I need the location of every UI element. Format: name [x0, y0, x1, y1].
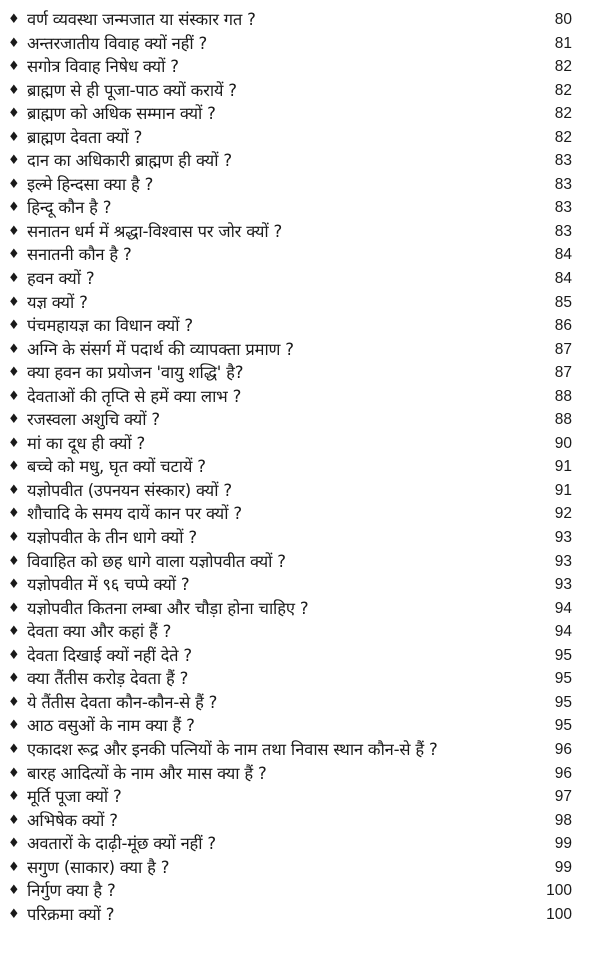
toc-entry	[0, 573, 600, 597]
entry-page-number: 87	[554, 364, 572, 382]
diamond-bullet-icon: ♦	[8, 671, 20, 687]
entry-page-number: 87	[554, 340, 572, 358]
diamond-bullet-icon: ♦	[8, 341, 20, 357]
diamond-bullet-icon: ♦	[8, 765, 20, 781]
entry-title: क्या हवन का प्रयोजन 'वायु शद्धि' है?	[27, 363, 244, 383]
toc-entry	[0, 785, 600, 809]
entry-page-number: 95	[554, 717, 572, 735]
entry-title: यज्ञ क्यों ?	[27, 292, 88, 312]
diamond-bullet-icon: ♦	[8, 906, 20, 922]
entry-page-number: 97	[554, 788, 572, 806]
entry-page-number: 95	[554, 670, 572, 688]
entry-title: निर्गुण क्या है ?	[27, 881, 116, 901]
toc-entry	[0, 479, 600, 503]
diamond-bullet-icon: ♦	[8, 35, 20, 51]
entry-page-number: 99	[554, 835, 572, 853]
entry-page-number: 93	[554, 576, 572, 594]
entry-page-number: 98	[554, 811, 572, 829]
toc-entry	[0, 644, 600, 668]
entry-title: दान का अधिकारी ब्राह्मण ही क्यों ?	[27, 151, 232, 171]
entry-page-number: 92	[554, 505, 572, 523]
diamond-bullet-icon: ♦	[8, 435, 20, 451]
entry-title: हिन्दू कौन है ?	[27, 198, 112, 218]
diamond-bullet-icon: ♦	[8, 247, 20, 263]
toc-entry	[0, 173, 600, 197]
entry-page-number: 84	[554, 270, 572, 288]
entry-page-number: 99	[554, 858, 572, 876]
entry-page-number: 91	[554, 481, 572, 499]
toc-entry	[0, 220, 600, 244]
entry-title: सगोत्र विवाह निषेध क्यों ?	[27, 57, 179, 77]
entry-title: सगुण (साकार) क्या है ?	[27, 857, 170, 877]
diamond-bullet-icon: ♦	[8, 271, 20, 287]
entry-title: परिक्रमा क्यों ?	[27, 904, 115, 924]
entry-title: पंचमहायज्ञ का विधान क्यों ?	[27, 316, 193, 336]
entry-page-number: 82	[554, 105, 572, 123]
diamond-bullet-icon: ♦	[8, 82, 20, 98]
toc-entry	[0, 455, 600, 479]
entry-page-number: 86	[554, 317, 572, 335]
entry-title: यज्ञोपवीत कितना लम्बा और चौड़ा होना चाहिए ?	[27, 598, 309, 618]
entry-title: एकादश रूद्र और इनकी पत्नियों के नाम तथा निवास स्थान कौन-से हैं ?	[27, 739, 438, 759]
diamond-bullet-icon: ♦	[8, 59, 20, 75]
toc-entry	[0, 79, 600, 103]
entry-page-number: 94	[554, 623, 572, 641]
entry-title: मूर्ति पूजा क्यों ?	[27, 787, 122, 807]
entry-title: देवताओं की तृप्ति से हमें क्या लाभ ?	[27, 386, 242, 406]
entry-page-number: 100	[546, 905, 572, 923]
toc-entry	[0, 385, 600, 409]
diamond-bullet-icon: ♦	[8, 459, 20, 475]
toc-entry	[0, 856, 600, 880]
entry-title: इल्मे हिन्दसा क्या है ?	[27, 174, 154, 194]
toc-entry	[0, 620, 600, 644]
entry-title: ब्राह्मण को अधिक सम्मान क्यों ?	[27, 104, 216, 124]
entry-title: शौचादि के समय दायें कान पर क्यों ?	[27, 504, 242, 524]
toc-entry	[0, 526, 600, 550]
toc-entry	[0, 338, 600, 362]
diamond-bullet-icon: ♦	[8, 12, 20, 27]
entry-page-number: 82	[554, 128, 572, 146]
toc-entry	[0, 667, 600, 691]
toc-entry	[0, 408, 600, 432]
entry-page-number: 95	[554, 646, 572, 664]
diamond-bullet-icon: ♦	[8, 106, 20, 122]
entry-title: सनातन धर्म में श्रद्धा-विश्वास पर जोर क्यों ?	[27, 221, 283, 241]
entry-page-number: 85	[554, 293, 572, 311]
entry-title: यज्ञोपवीत के तीन धागे क्यों ?	[27, 528, 197, 548]
toc-entry	[0, 502, 600, 526]
diamond-bullet-icon: ♦	[8, 412, 20, 428]
entry-title: रजस्वला अशुचि क्यों ?	[27, 410, 160, 430]
entry-page-number: 88	[554, 411, 572, 429]
diamond-bullet-icon: ♦	[8, 789, 20, 805]
entry-page-number: 93	[554, 529, 572, 547]
toc-entry	[0, 314, 600, 338]
entry-title: बच्चे को मधु, घृत क्यों चटायें ?	[27, 457, 206, 477]
diamond-bullet-icon: ♦	[8, 388, 20, 404]
entry-page-number: 90	[554, 434, 572, 452]
diamond-bullet-icon: ♦	[8, 718, 20, 734]
diamond-bullet-icon: ♦	[8, 600, 20, 616]
toc-entry	[0, 8, 600, 32]
entry-title: ये तैंतीस देवता कौन-कौन-से हैं ?	[27, 692, 218, 712]
toc-entry	[0, 291, 600, 315]
entry-title: यज्ञोपवीत में ९६ चप्पे क्यों ?	[27, 575, 190, 595]
entry-page-number: 94	[554, 599, 572, 617]
diamond-bullet-icon: ♦	[8, 482, 20, 498]
diamond-bullet-icon: ♦	[8, 741, 20, 757]
toc-entry	[0, 832, 600, 856]
diamond-bullet-icon: ♦	[8, 129, 20, 145]
toc-entry	[0, 691, 600, 715]
toc-entry	[0, 432, 600, 456]
diamond-bullet-icon: ♦	[8, 836, 20, 852]
entry-page-number: 83	[554, 175, 572, 193]
diamond-bullet-icon: ♦	[8, 506, 20, 522]
entry-page-number: 81	[554, 34, 572, 52]
entry-title: अवतारों के दाढ़ी-मूंछ क्यों नहीं ?	[27, 834, 216, 854]
toc-entry	[0, 809, 600, 833]
toc-entry	[0, 738, 600, 762]
entry-page-number: 95	[554, 693, 572, 711]
diamond-bullet-icon: ♦	[8, 176, 20, 192]
entry-page-number: 84	[554, 246, 572, 264]
toc-entry	[0, 361, 600, 385]
diamond-bullet-icon: ♦	[8, 812, 20, 828]
table-of-contents	[0, 8, 600, 926]
diamond-bullet-icon: ♦	[8, 883, 20, 899]
entry-title: मां का दूध ही क्यों ?	[27, 433, 146, 453]
entry-title: बारह आदित्यों के नाम और मास क्या हैं ?	[27, 763, 267, 783]
toc-entry	[0, 149, 600, 173]
diamond-bullet-icon: ♦	[8, 530, 20, 546]
entry-title: अभिषेक क्यों ?	[27, 810, 118, 830]
entry-title: हवन क्यों ?	[27, 269, 95, 289]
toc-entry	[0, 550, 600, 574]
entry-title: देवता क्या और कहां हैं ?	[27, 622, 172, 642]
entry-page-number: 91	[554, 458, 572, 476]
entry-page-number: 83	[554, 199, 572, 217]
entry-title: यज्ञोपवीत (उपनयन संस्कार) क्यों ?	[27, 480, 232, 500]
entry-page-number: 82	[554, 81, 572, 99]
diamond-bullet-icon: ♦	[8, 153, 20, 169]
toc-entry	[0, 196, 600, 220]
diamond-bullet-icon: ♦	[8, 200, 20, 216]
entry-title: क्या तैंतीस करोड़ देवता हैं ?	[27, 669, 189, 689]
entry-title: आठ वसुओं के नाम क्या हैं ?	[27, 716, 195, 736]
diamond-bullet-icon: ♦	[8, 294, 20, 310]
entry-page-number: 82	[554, 58, 572, 76]
toc-entry	[0, 597, 600, 621]
entry-page-number: 96	[554, 764, 572, 782]
toc-entry	[0, 55, 600, 79]
entry-title: देवता दिखाई क्यों नहीं देते ?	[27, 645, 192, 665]
diamond-bullet-icon: ♦	[8, 624, 20, 640]
entry-page-number: 83	[554, 152, 572, 170]
toc-entry	[0, 126, 600, 150]
toc-entry	[0, 32, 600, 56]
diamond-bullet-icon: ♦	[8, 318, 20, 334]
entry-title: सनातनी कौन है ?	[27, 245, 132, 265]
entry-title: ब्राह्मण से ही पूजा-पाठ क्यों करायें ?	[27, 80, 237, 100]
entry-title: विवाहित को छह धागे वाला यज्ञोपवीत क्यों ?	[27, 551, 286, 571]
entry-title: ब्राह्मण देवता क्यों ?	[27, 127, 143, 147]
entry-title: वर्ण व्यवस्था जन्मजात या संस्कार गत ?	[27, 10, 256, 29]
diamond-bullet-icon: ♦	[8, 223, 20, 239]
entry-page-number: 83	[554, 222, 572, 240]
toc-entry	[0, 903, 600, 927]
entry-page-number: 96	[554, 740, 572, 758]
entry-title: अग्नि के संसर्ग में पदार्थ की व्यापक्ता प्रमाण ?	[27, 339, 294, 359]
toc-entry	[0, 267, 600, 291]
toc-entry	[0, 714, 600, 738]
entry-page-number: 80	[554, 11, 572, 28]
diamond-bullet-icon: ♦	[8, 647, 20, 663]
toc-entry	[0, 243, 600, 267]
diamond-bullet-icon: ♦	[8, 577, 20, 593]
diamond-bullet-icon: ♦	[8, 859, 20, 875]
entry-title: अन्तरजातीय विवाह क्यों नहीं ?	[27, 33, 208, 53]
diamond-bullet-icon: ♦	[8, 553, 20, 569]
entry-page-number: 93	[554, 552, 572, 570]
entry-page-number: 100	[546, 882, 572, 900]
toc-entry	[0, 762, 600, 786]
entry-page-number: 88	[554, 387, 572, 405]
diamond-bullet-icon: ♦	[8, 365, 20, 381]
diamond-bullet-icon: ♦	[8, 694, 20, 710]
toc-entry	[0, 102, 600, 126]
toc-entry	[0, 879, 600, 903]
